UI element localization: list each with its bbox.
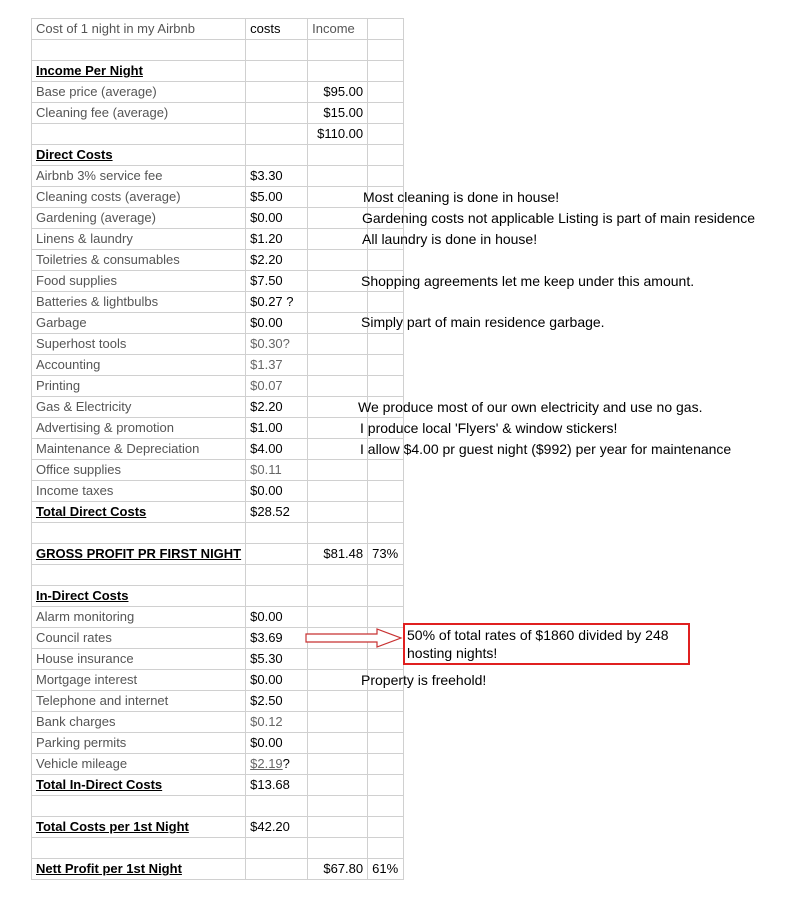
cost-value — [246, 607, 308, 628]
direct-costs-title: Direct Costs — [32, 145, 246, 166]
direct-cost-row — [32, 481, 404, 502]
direct-cost-row — [32, 229, 404, 250]
cell — [368, 817, 404, 838]
cost-label: Parking permits — [32, 733, 246, 754]
cell — [308, 670, 368, 691]
cell — [308, 40, 368, 61]
callout-line-2: hosting nights! — [407, 645, 498, 661]
income-title-row — [32, 61, 404, 82]
cost-value — [246, 670, 308, 691]
cost-value: $7.50 — [246, 271, 308, 292]
cell — [368, 61, 404, 82]
cost-label: Bank charges — [32, 712, 246, 733]
cell — [368, 376, 404, 397]
cost-value: $2.20 — [246, 397, 308, 418]
cell — [308, 355, 368, 376]
cell — [368, 355, 404, 376]
cost-label: Office supplies — [32, 460, 246, 481]
cost-label: Garbage — [32, 313, 246, 334]
cost-amount: $0.00 — [250, 735, 283, 750]
cost-value — [246, 649, 308, 670]
direct-cost-row — [32, 250, 404, 271]
cost-label: Food supplies — [32, 271, 246, 292]
cell — [246, 586, 308, 607]
cell — [368, 691, 404, 712]
cost-amount: $3.69 — [250, 630, 283, 645]
nett-profit-value: $67.80 — [308, 859, 368, 880]
cost-value — [246, 733, 308, 754]
cell — [32, 40, 246, 61]
cost-label: Alarm monitoring — [32, 607, 246, 628]
cell — [308, 481, 368, 502]
cost-value — [246, 754, 308, 775]
cost-value — [246, 628, 308, 649]
cost-label: Mortgage interest — [32, 670, 246, 691]
cell — [308, 733, 368, 754]
income-row — [32, 82, 404, 103]
cell — [308, 376, 368, 397]
indirect-cost-row — [32, 712, 404, 733]
cost-value: $0.00 — [246, 481, 308, 502]
direct-total-row — [32, 502, 404, 523]
cell — [308, 187, 368, 208]
cost-label: Gas & Electricity — [32, 397, 246, 418]
cell — [308, 250, 368, 271]
cost-value: $1.37 — [246, 355, 308, 376]
cell — [368, 649, 404, 670]
cell — [308, 334, 368, 355]
cell — [368, 292, 404, 313]
base-price-value: $95.00 — [308, 82, 368, 103]
cell — [308, 208, 368, 229]
cost-amount: $2.19 — [250, 756, 283, 771]
cost-label: Income taxes — [32, 481, 246, 502]
cell — [368, 586, 404, 607]
direct-cost-row — [32, 271, 404, 292]
cost-value: $1.00 — [246, 418, 308, 439]
arrow-right-icon — [305, 628, 403, 648]
cell — [246, 61, 308, 82]
cost-value: $0.11 — [246, 460, 308, 481]
base-price-label: Base price (average) — [32, 82, 246, 103]
uncertain-mark: ? — [282, 756, 290, 771]
cleaning-fee-label: Cleaning fee (average) — [32, 103, 246, 124]
nett-profit-percent: 61% — [368, 859, 404, 880]
cell — [246, 544, 308, 565]
callout-line-1: 50% of total rates of $1860 divided by 248 — [407, 627, 669, 643]
cell — [308, 796, 368, 817]
note-garbage: Simply part of main residence garbage. — [361, 314, 605, 330]
note-laundry: All laundry is done in house! — [362, 231, 538, 247]
cost-label: Council rates — [32, 628, 246, 649]
nett-profit-label: Nett Profit per 1st Night — [32, 859, 246, 880]
cell — [308, 313, 368, 334]
cell — [368, 838, 404, 859]
cost-value: $0.00 — [246, 313, 308, 334]
cost-label: Superhost tools — [32, 334, 246, 355]
cell — [246, 82, 308, 103]
direct-cost-row — [32, 460, 404, 481]
cost-value: $0.07 — [246, 376, 308, 397]
direct-cost-row — [32, 334, 404, 355]
cell — [308, 166, 368, 187]
indirect-cost-row — [32, 733, 404, 754]
cell — [308, 292, 368, 313]
cost-label: Vehicle mileage — [32, 754, 246, 775]
gross-profit-percent: 73% — [368, 544, 404, 565]
cost-label: Linens & laundry — [32, 229, 246, 250]
direct-cost-row — [32, 313, 404, 334]
cell — [32, 124, 246, 145]
cell — [246, 796, 308, 817]
cell — [368, 250, 404, 271]
cost-amount: $5.30 — [250, 651, 283, 666]
total-costs-value: $42.20 — [246, 817, 308, 838]
cost-label: Maintenance & Depreciation — [32, 439, 246, 460]
direct-cost-row — [32, 376, 404, 397]
total-indirect-costs-value: $13.68 — [246, 775, 308, 796]
cell — [368, 124, 404, 145]
cell — [368, 103, 404, 124]
cell — [308, 460, 368, 481]
cost-value — [246, 712, 308, 733]
cost-label: Batteries & lightbulbs — [32, 292, 246, 313]
income-total-value: $110.00 — [308, 124, 368, 145]
direct-cost-row — [32, 397, 404, 418]
cell — [368, 712, 404, 733]
cost-label: Advertising & promotion — [32, 418, 246, 439]
direct-title-row — [32, 145, 404, 166]
cost-value: $1.20 — [246, 229, 308, 250]
cost-amount: $0.12 — [250, 714, 283, 729]
indirect-cost-row — [32, 691, 404, 712]
cell — [368, 796, 404, 817]
cell — [368, 481, 404, 502]
note-mortgage: Property is freehold! — [361, 672, 487, 688]
cell — [308, 502, 368, 523]
cell — [308, 775, 368, 796]
cell — [308, 817, 368, 838]
cleaning-fee-value: $15.00 — [308, 103, 368, 124]
direct-cost-row — [32, 208, 404, 229]
cost-value: $4.00 — [246, 439, 308, 460]
council-rates-callout — [403, 623, 690, 665]
note-advertising: I produce local 'Flyers' & window stickers! — [360, 420, 618, 436]
cell — [308, 418, 368, 439]
gross-profit-label: GROSS PROFIT PR FIRST NIGHT — [32, 544, 246, 565]
indirect-cost-row — [32, 607, 404, 628]
indirect-total-row — [32, 775, 404, 796]
cell — [368, 334, 404, 355]
total-costs-row — [32, 817, 404, 838]
cell — [246, 838, 308, 859]
cell — [308, 439, 368, 460]
cell — [308, 586, 368, 607]
cell — [368, 166, 404, 187]
header-row — [32, 19, 404, 40]
cell — [246, 565, 308, 586]
cell — [368, 754, 404, 775]
total-direct-costs-value: $28.52 — [246, 502, 308, 523]
gross-profit-value: $81.48 — [308, 544, 368, 565]
cell — [368, 502, 404, 523]
cost-value — [246, 691, 308, 712]
cell — [308, 607, 368, 628]
cost-amount: $2.50 — [250, 693, 283, 708]
cell — [368, 19, 404, 40]
cost-spreadsheet — [31, 18, 404, 880]
cost-label: Toiletries & consumables — [32, 250, 246, 271]
cell — [308, 61, 368, 82]
sheet-title: Cost of 1 night in my Airbnb — [32, 19, 246, 40]
cost-label: Airbnb 3% service fee — [32, 166, 246, 187]
cell — [246, 40, 308, 61]
indirect-cost-row — [32, 670, 404, 691]
cell — [308, 754, 368, 775]
income-title: Income Per Night — [32, 61, 246, 82]
cell — [368, 733, 404, 754]
cell — [32, 796, 246, 817]
blank-row — [32, 565, 404, 586]
total-costs-label: Total Costs per 1st Night — [32, 817, 246, 838]
cost-label: Accounting — [32, 355, 246, 376]
cell — [32, 523, 246, 544]
cost-value: $5.00 — [246, 187, 308, 208]
cost-label: House insurance — [32, 649, 246, 670]
cost-amount: $0.00 — [250, 609, 283, 624]
cost-value: $0.30? — [246, 334, 308, 355]
cell — [308, 565, 368, 586]
nett-profit-row — [32, 859, 404, 880]
cell — [368, 82, 404, 103]
indirect-title-row — [32, 586, 404, 607]
income-row — [32, 103, 404, 124]
cell — [246, 859, 308, 880]
cost-label: Printing — [32, 376, 246, 397]
cost-label: Gardening (average) — [32, 208, 246, 229]
cell — [308, 838, 368, 859]
cost-value: $0.00 — [246, 208, 308, 229]
income-total-row — [32, 124, 404, 145]
cell — [246, 145, 308, 166]
cost-label: Telephone and internet — [32, 691, 246, 712]
blank-row — [32, 40, 404, 61]
cell — [368, 565, 404, 586]
cell — [368, 40, 404, 61]
note-gardening: Gardening costs not applicable Listing is part of main residence — [362, 210, 755, 226]
cell — [32, 838, 246, 859]
cell — [308, 229, 368, 250]
cell — [308, 523, 368, 544]
direct-cost-row — [32, 418, 404, 439]
cell — [308, 712, 368, 733]
note-gas: We produce most of our own electricity and use no gas. — [358, 399, 703, 415]
total-indirect-costs-label: Total In-Direct Costs — [32, 775, 246, 796]
note-food: Shopping agreements let me keep under this amount. — [361, 273, 695, 289]
cell — [246, 523, 308, 544]
cell — [308, 271, 368, 292]
cell — [32, 565, 246, 586]
cell — [308, 691, 368, 712]
cell — [368, 607, 404, 628]
gross-profit-row — [32, 544, 404, 565]
direct-cost-row — [32, 355, 404, 376]
cost-label: Cleaning costs (average) — [32, 187, 246, 208]
note-maintenance: I allow $4.00 pr guest night ($992) per year for maintenance — [360, 441, 732, 457]
cell — [368, 775, 404, 796]
cell — [368, 460, 404, 481]
cell — [308, 649, 368, 670]
direct-cost-row — [32, 166, 404, 187]
income-header: Income — [308, 19, 368, 40]
indirect-costs-title: In-Direct Costs — [32, 586, 246, 607]
cell — [246, 124, 308, 145]
indirect-cost-row — [32, 754, 404, 775]
cell — [368, 145, 404, 166]
blank-row — [32, 796, 404, 817]
cell — [368, 523, 404, 544]
direct-cost-row — [32, 292, 404, 313]
direct-cost-row — [32, 187, 404, 208]
cost-value: $3.30 — [246, 166, 308, 187]
note-cleaning: Most cleaning is done in house! — [363, 189, 560, 205]
cell — [246, 103, 308, 124]
costs-header: costs — [246, 19, 308, 40]
blank-row — [32, 523, 404, 544]
indirect-cost-row — [32, 649, 404, 670]
direct-cost-row — [32, 439, 404, 460]
cost-value: $2.20 — [246, 250, 308, 271]
cost-amount: $0.00 — [250, 672, 283, 687]
blank-row — [32, 838, 404, 859]
cell — [308, 145, 368, 166]
cost-value: $0.27 ? — [246, 292, 308, 313]
total-direct-costs-label: Total Direct Costs — [32, 502, 246, 523]
